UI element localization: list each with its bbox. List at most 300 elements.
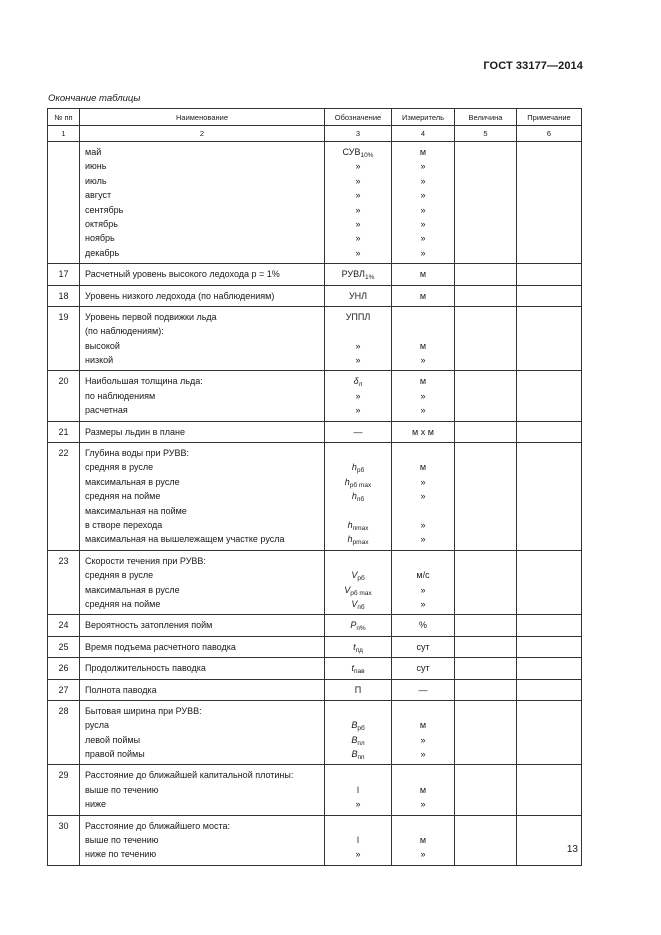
- parameter-symbol: [325, 188, 391, 202]
- table-row: [48, 142, 582, 264]
- note-cell: [517, 371, 582, 421]
- parameter-unit: »: [420, 247, 426, 258]
- symbol-subscript: пб: [357, 603, 365, 611]
- parameter-symbol: [325, 640, 391, 654]
- value-cell: [455, 679, 517, 700]
- symbol-main: »: [355, 799, 361, 810]
- symbol-subscript: пmax: [352, 524, 369, 532]
- name-cell: [80, 443, 325, 551]
- parameter-symbol: [325, 425, 391, 439]
- symbol-main: »: [355, 355, 361, 366]
- row-number-cell: [48, 679, 80, 700]
- column-header: Обозначение: [325, 109, 392, 126]
- parameter-name: средняя на пойме: [85, 491, 161, 502]
- note-cell: [517, 443, 582, 551]
- symbol-main: h: [351, 491, 357, 502]
- parameter-unit: —: [418, 684, 428, 695]
- parameter-name: средняя на пойме: [85, 598, 161, 609]
- parameter-unit: м: [419, 269, 427, 280]
- table-row: [48, 264, 582, 285]
- parameter-symbol: [325, 504, 391, 518]
- parameter-symbol: [325, 203, 391, 217]
- parameter-unit: м: [419, 462, 427, 473]
- symbol-main: »: [355, 218, 361, 229]
- parameter-unit: »: [420, 204, 426, 215]
- parameter-name: Расстояние до ближайшей капитальной плотины:: [85, 770, 294, 781]
- symbol-subscript: 1%: [364, 274, 375, 282]
- table-row: [48, 679, 582, 700]
- parameter-unit: »: [420, 519, 426, 530]
- parameter-symbol: [325, 489, 391, 503]
- symbol-main: l: [357, 835, 359, 846]
- parameter-symbol: [325, 704, 391, 718]
- parameter-unit: [392, 704, 454, 718]
- symbol-main: РУВЛ: [341, 269, 365, 280]
- symbol-main: »: [355, 233, 361, 244]
- parameter-unit: »: [420, 584, 426, 595]
- note-cell: [517, 765, 582, 815]
- note-cell: [517, 658, 582, 679]
- symbol-main: »: [355, 849, 361, 860]
- parameter-unit: »: [420, 598, 426, 609]
- table-row: [48, 306, 582, 371]
- parameter-name: (по наблюдениям):: [85, 326, 164, 337]
- name-cell: [80, 815, 325, 865]
- parameter-symbol: [325, 518, 391, 532]
- row-number: 24: [58, 620, 69, 631]
- symbol-main: »: [355, 175, 361, 186]
- symbol-main: δ: [353, 376, 359, 387]
- value-cell: [455, 142, 517, 264]
- note-cell: [517, 679, 582, 700]
- name-cell: [80, 264, 325, 285]
- row-number: 18: [58, 290, 69, 301]
- parameter-symbol: [325, 583, 391, 597]
- parameter-name: Время подъема расчетного паводка: [85, 641, 236, 652]
- parameter-name: декабрь: [85, 247, 120, 258]
- parameter-name: июнь: [85, 161, 107, 172]
- row-number: 22: [58, 448, 69, 459]
- row-number-cell: [48, 264, 80, 285]
- row-number: 29: [58, 770, 69, 781]
- parameter-symbol: [325, 324, 391, 338]
- symbol-subscript: пав: [353, 668, 365, 676]
- parameter-name: Полнота паводка: [85, 684, 157, 695]
- note-cell: [517, 700, 582, 765]
- parameter-name: максимальная в русле: [85, 476, 180, 487]
- name-cell: [80, 306, 325, 371]
- parameter-unit: »: [420, 390, 426, 401]
- column-header: Примечание: [517, 109, 582, 126]
- parameter-symbol: [325, 246, 391, 260]
- row-number: 25: [58, 641, 69, 652]
- name-cell: [80, 679, 325, 700]
- table-row: [48, 658, 582, 679]
- unit-cell: [392, 679, 455, 700]
- name-cell: [80, 421, 325, 442]
- column-number: 2: [80, 126, 325, 142]
- symbol-main: V: [344, 584, 351, 595]
- symbol-main: h: [344, 476, 350, 487]
- symbol-cell: [325, 636, 392, 657]
- parameter-name: средняя в русле: [85, 570, 154, 581]
- symbol-cell: [325, 700, 392, 765]
- value-cell: [455, 550, 517, 615]
- parameter-unit: »: [420, 355, 426, 366]
- value-cell: [455, 700, 517, 765]
- unit-cell: [392, 765, 455, 815]
- symbol-cell: [325, 306, 392, 371]
- column-number: 4: [392, 126, 455, 142]
- unit-cell: [392, 658, 455, 679]
- symbol-cell: [325, 658, 392, 679]
- symbol-main: B: [351, 749, 358, 760]
- parameter-unit: »: [420, 218, 426, 229]
- parameter-unit: м/с: [416, 570, 430, 581]
- name-cell: [80, 371, 325, 421]
- column-number-row: [48, 126, 582, 142]
- parameter-name: август: [85, 190, 112, 201]
- value-cell: [455, 264, 517, 285]
- unit-cell: [392, 306, 455, 371]
- row-number: [48, 145, 79, 159]
- column-number: 5: [455, 126, 517, 142]
- symbol-subscript: рб max: [350, 589, 372, 597]
- symbol-subscript: рб max: [349, 481, 372, 489]
- row-number: 17: [58, 269, 69, 280]
- unit-cell: [392, 700, 455, 765]
- row-number: 27: [58, 684, 69, 695]
- table-row: [48, 636, 582, 657]
- row-number: 20: [58, 376, 69, 387]
- parameter-name: русла: [85, 720, 110, 731]
- note-cell: [517, 615, 582, 636]
- column-number: 1: [48, 126, 80, 142]
- symbol-subscript: рб: [357, 575, 365, 583]
- symbol-cell: [325, 815, 392, 865]
- parameter-name: ноябрь: [85, 233, 115, 244]
- parameter-name: в створе перехода: [85, 519, 163, 530]
- parameter-symbol: [325, 374, 391, 388]
- parameter-unit: »: [420, 734, 426, 745]
- row-number-cell: [48, 765, 80, 815]
- parameter-unit: »: [420, 161, 426, 172]
- symbol-subscript: л: [358, 381, 363, 389]
- symbol-cell: [325, 615, 392, 636]
- parameter-symbol: [325, 159, 391, 173]
- value-cell: [455, 371, 517, 421]
- name-cell: [80, 658, 325, 679]
- parameter-unit: м: [419, 290, 427, 301]
- parameter-symbol: [325, 403, 391, 417]
- parameter-name: правой поймы: [85, 749, 145, 760]
- parameter-symbol: [325, 733, 391, 747]
- parameter-unit: »: [420, 476, 426, 487]
- name-cell: [80, 142, 325, 264]
- symbol-cell: [325, 285, 392, 306]
- row-number-cell: [48, 700, 80, 765]
- parameter-unit: »: [420, 233, 426, 244]
- parameter-name: Вероятность затопления пойм: [85, 620, 213, 631]
- value-cell: [455, 421, 517, 442]
- parameter-unit: м х м: [412, 426, 434, 437]
- row-number: 26: [58, 663, 69, 674]
- parameter-unit: »: [420, 190, 426, 201]
- table-row: [48, 371, 582, 421]
- parameter-symbol: [325, 747, 391, 761]
- column-header: № пп: [48, 109, 80, 126]
- parameter-unit: [392, 819, 454, 833]
- parameter-name: левой поймы: [85, 734, 141, 745]
- table-row: [48, 615, 582, 636]
- parameter-name: Скорости течения при РУВВ:: [85, 555, 206, 566]
- symbol-subscript: pmax: [352, 539, 369, 547]
- row-number-cell: [48, 443, 80, 551]
- row-number: 30: [58, 820, 69, 831]
- parameter-unit: сут: [416, 663, 430, 674]
- row-number-cell: [48, 371, 80, 421]
- column-number: 6: [517, 126, 582, 142]
- parameter-symbol: [325, 833, 391, 847]
- row-number-cell: [48, 306, 80, 371]
- note-cell: [517, 142, 582, 264]
- symbol-main: t: [353, 641, 356, 652]
- parameter-symbol: [325, 661, 391, 675]
- symbol-main: УППЛ: [345, 311, 371, 322]
- symbol-main: h: [347, 519, 353, 530]
- parameter-symbol: [325, 532, 391, 546]
- parameter-unit: сут: [416, 641, 430, 652]
- parameter-unit: »: [420, 405, 426, 416]
- row-number-cell: [48, 550, 80, 615]
- parameter-unit: [392, 310, 454, 324]
- symbol-main: »: [355, 405, 361, 416]
- parameter-name: выше по течению: [85, 784, 159, 795]
- parameter-name: ниже: [85, 799, 107, 810]
- table-row: [48, 421, 582, 442]
- parameter-name: Наибольшая толщина льда:: [85, 376, 203, 387]
- parameter-symbol: [325, 783, 391, 797]
- note-cell: [517, 636, 582, 657]
- row-number-cell: [48, 142, 80, 264]
- parameter-unit: м: [419, 340, 427, 351]
- table-caption: Окончание таблицы: [48, 93, 141, 104]
- symbol-cell: [325, 679, 392, 700]
- table-header-row: [48, 109, 582, 126]
- parameter-unit: »: [420, 175, 426, 186]
- parameter-name: Расстояние до ближайшего моста:: [85, 820, 230, 831]
- symbol-subscript: рб: [357, 725, 365, 733]
- symbol-main: P: [350, 620, 357, 631]
- symbol-subscript: п%: [356, 625, 366, 633]
- parameter-name: высокой: [85, 340, 120, 351]
- parameter-name: средняя в русле: [85, 462, 154, 473]
- parameter-symbol: [325, 618, 391, 632]
- symbol-main: V: [351, 598, 358, 609]
- data-table: [47, 108, 582, 866]
- parameter-symbol: [325, 797, 391, 811]
- value-cell: [455, 815, 517, 865]
- table-row: [48, 700, 582, 765]
- parameter-name: Бытовая ширина при РУВВ:: [85, 705, 202, 716]
- parameter-name: низкой: [85, 355, 114, 366]
- table-row: [48, 443, 582, 551]
- table-body: [48, 142, 582, 866]
- unit-cell: [392, 636, 455, 657]
- parameter-unit: м: [419, 784, 427, 795]
- unit-cell: [392, 264, 455, 285]
- value-cell: [455, 443, 517, 551]
- symbol-main: П: [354, 684, 362, 695]
- symbol-main: —: [353, 426, 363, 437]
- parameter-name: выше по течению: [85, 835, 159, 846]
- parameter-symbol: [325, 339, 391, 353]
- column-number: 3: [325, 126, 392, 142]
- parameter-unit: »: [420, 749, 426, 760]
- symbol-main: СУВ: [342, 147, 361, 157]
- unit-cell: [392, 550, 455, 615]
- symbol-main: УНЛ: [348, 290, 368, 301]
- symbol-cell: [325, 264, 392, 285]
- value-cell: [455, 765, 517, 815]
- note-cell: [517, 306, 582, 371]
- unit-cell: [392, 615, 455, 636]
- parameter-symbol: [325, 389, 391, 403]
- symbol-subscript: пб: [356, 496, 365, 504]
- parameter-name: сентябрь: [85, 204, 124, 215]
- parameter-symbol: [325, 446, 391, 460]
- row-number: 28: [58, 705, 69, 716]
- column-header: Величина: [455, 109, 517, 126]
- parameter-symbol: [325, 174, 391, 188]
- parameter-unit: %: [418, 620, 427, 631]
- parameter-name: май: [85, 147, 102, 157]
- row-number: 23: [58, 555, 69, 566]
- row-number-cell: [48, 815, 80, 865]
- symbol-cell: [325, 765, 392, 815]
- value-cell: [455, 285, 517, 306]
- parameter-symbol: [325, 217, 391, 231]
- parameter-name: Уровень низкого ледохода (по наблюдениям): [85, 290, 275, 301]
- symbol-subscript: 10%: [360, 152, 374, 159]
- symbol-cell: [325, 142, 392, 264]
- symbol-main: »: [355, 204, 361, 215]
- symbol-main: V: [351, 570, 358, 581]
- symbol-main: »: [355, 390, 361, 401]
- unit-cell: [392, 285, 455, 306]
- table-row: [48, 285, 582, 306]
- value-cell: [455, 658, 517, 679]
- note-cell: [517, 815, 582, 865]
- parameter-name: октябрь: [85, 218, 118, 229]
- parameter-symbol: [325, 847, 391, 861]
- parameter-symbol: [325, 460, 391, 474]
- symbol-main: B: [351, 734, 358, 745]
- parameter-symbol: [325, 597, 391, 611]
- table-row: [48, 815, 582, 865]
- parameter-symbol: [325, 718, 391, 732]
- parameter-name: Размеры льдин в плане: [85, 426, 185, 437]
- parameter-unit: »: [420, 491, 426, 502]
- symbol-main: h: [351, 462, 357, 473]
- parameter-symbol: [325, 353, 391, 367]
- parameter-unit: м: [419, 720, 427, 731]
- parameter-name: максимальная на вышележащем участке русла: [85, 534, 285, 545]
- parameter-name: Продолжительность паводка: [85, 663, 206, 674]
- parameter-unit: [392, 324, 454, 338]
- name-cell: [80, 285, 325, 306]
- note-cell: [517, 421, 582, 442]
- parameter-symbol: [325, 145, 391, 159]
- parameter-symbol: [325, 683, 391, 697]
- symbol-main: »: [355, 247, 361, 258]
- parameter-unit: м: [419, 376, 427, 387]
- unit-cell: [392, 142, 455, 264]
- parameter-name: июль: [85, 175, 107, 186]
- symbol-main: t: [351, 663, 354, 674]
- parameter-unit: м: [419, 147, 427, 157]
- parameter-unit: м: [419, 835, 427, 846]
- row-number-cell: [48, 658, 80, 679]
- row-number: 21: [58, 426, 69, 437]
- symbol-main: B: [351, 720, 358, 731]
- parameter-symbol: [325, 819, 391, 833]
- column-header: Измеритель: [392, 109, 455, 126]
- parameter-symbol: [325, 475, 391, 489]
- parameter-name: ниже по течению: [85, 849, 157, 860]
- name-cell: [80, 550, 325, 615]
- parameter-name: Расчетный уровень высокого ледохода p = 1%: [85, 269, 280, 280]
- symbol-cell: [325, 421, 392, 442]
- page-number: 13: [566, 844, 578, 855]
- parameter-symbol: [325, 231, 391, 245]
- table-row: [48, 550, 582, 615]
- document-code: ГОСТ 33177—2014: [483, 60, 583, 72]
- symbol-subscript: рб: [356, 467, 365, 475]
- parameter-symbol: [325, 310, 391, 324]
- symbol-cell: [325, 371, 392, 421]
- note-cell: [517, 285, 582, 306]
- row-number-cell: [48, 421, 80, 442]
- symbol-main: »: [355, 340, 361, 351]
- row-number-cell: [48, 615, 80, 636]
- name-cell: [80, 615, 325, 636]
- symbol-main: h: [347, 534, 353, 545]
- parameter-symbol: [325, 768, 391, 782]
- symbol-cell: [325, 443, 392, 551]
- parameter-name: Глубина воды при РУВВ:: [85, 448, 190, 459]
- parameter-unit: »: [420, 849, 426, 860]
- name-cell: [80, 700, 325, 765]
- value-cell: [455, 306, 517, 371]
- unit-cell: [392, 421, 455, 442]
- symbol-main: »: [355, 161, 361, 172]
- symbol-subscript: пд: [355, 646, 363, 654]
- note-cell: [517, 264, 582, 285]
- parameter-symbol: [325, 289, 391, 303]
- parameter-unit: [392, 446, 454, 460]
- parameter-name: расчетная: [85, 405, 128, 416]
- parameter-unit: »: [420, 534, 426, 545]
- symbol-main: »: [355, 190, 361, 201]
- row-number: 19: [58, 311, 69, 322]
- unit-cell: [392, 443, 455, 551]
- parameter-symbol: [325, 267, 391, 281]
- unit-cell: [392, 371, 455, 421]
- parameter-unit: [392, 504, 454, 518]
- name-cell: [80, 765, 325, 815]
- parameter-unit: »: [420, 799, 426, 810]
